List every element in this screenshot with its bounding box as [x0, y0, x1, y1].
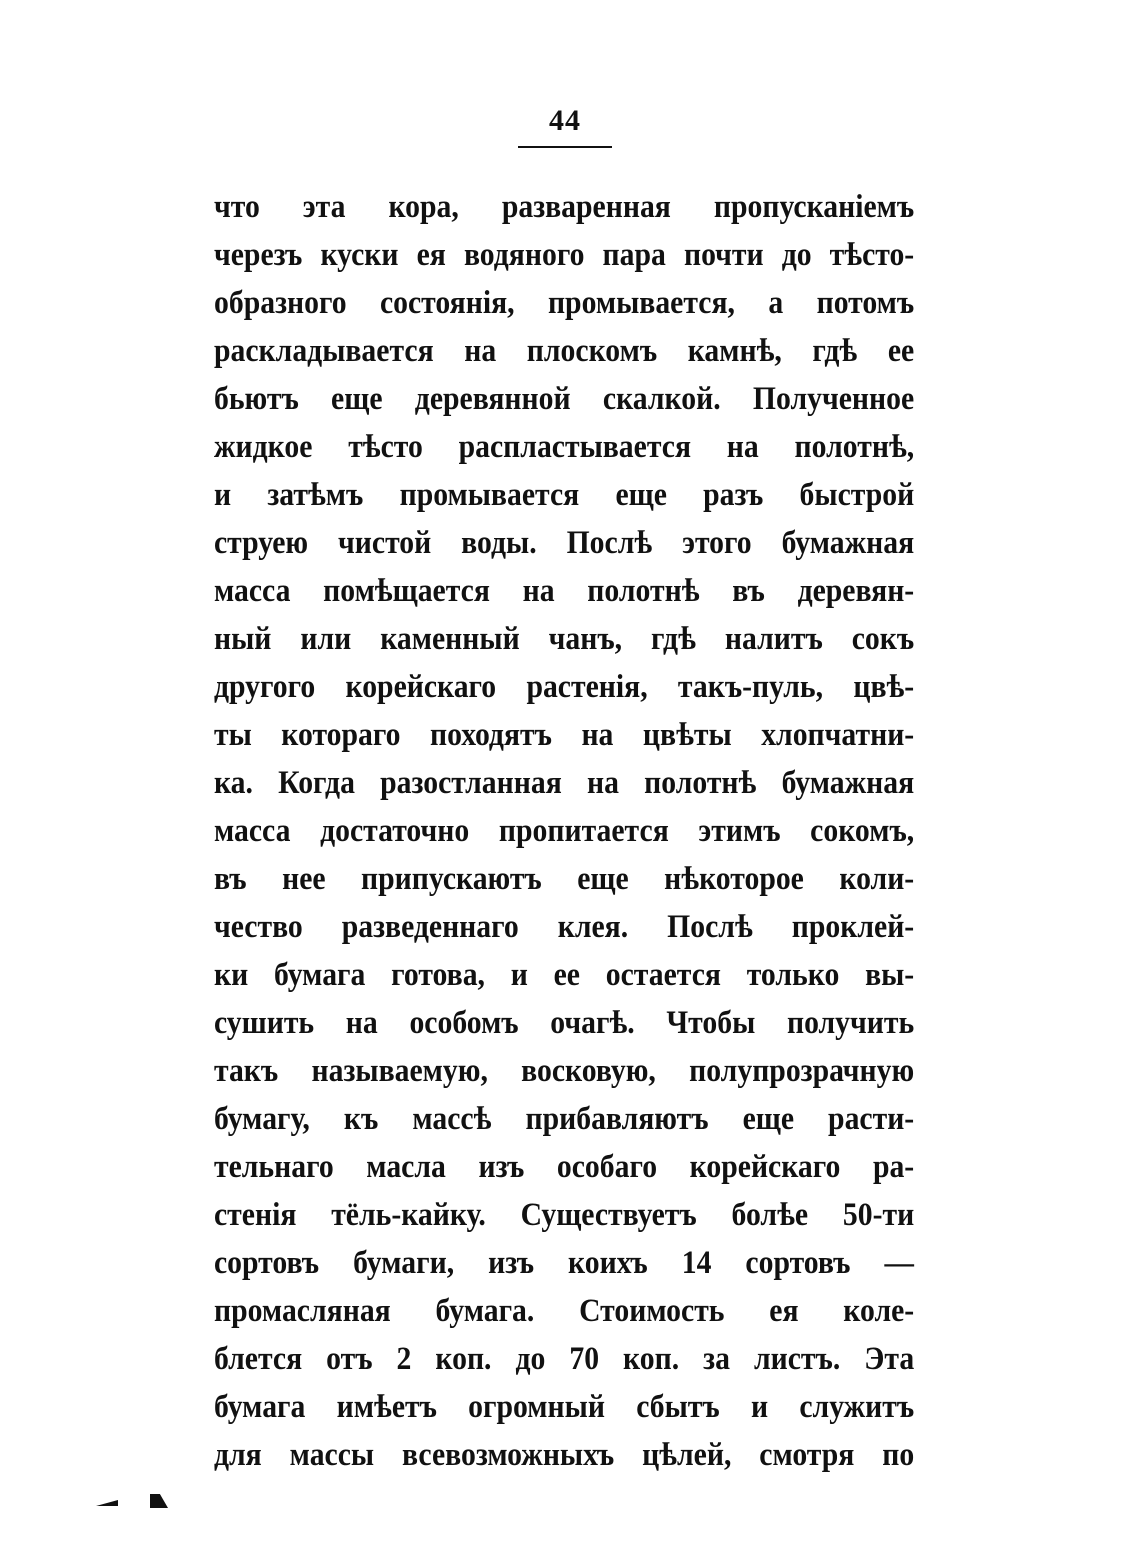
text-line: тельнаго масла изъ особаго корейскаго ра- [214, 1149, 915, 1185]
ink-smudge-mark [96, 1500, 118, 1506]
page-number: 44 [549, 104, 581, 137]
text-line: для массы всевозможныхъ цѣлей, смотря по [214, 1437, 915, 1473]
text-line: масса помѣщается на полотнѣ въ деревян- [214, 573, 915, 609]
ink-smudge-mark [150, 1494, 168, 1508]
text-line: ты котораго походятъ на цвѣты хлопчатни- [214, 717, 915, 753]
text-line: другого корейскаго растенія, такъ-пуль, цвѣ- [214, 669, 915, 705]
text-line: промасляная бумага. Стоимость ея коле- [214, 1293, 915, 1329]
text-line: что эта кора, разваренная пропусканіемъ [214, 189, 915, 225]
text-line: чество разведеннаго клея. Послѣ проклей- [214, 909, 915, 945]
text-line: образного состоянія, промывается, а потомъ [214, 285, 915, 321]
text-line: сушить на особомъ очагѣ. Чтобы получить [214, 1005, 915, 1041]
text-line: ный или каменный чанъ, гдѣ налитъ сокъ [214, 621, 915, 657]
text-line: стенія тёль-кайку. Существуетъ болѣе 50-ти [214, 1197, 915, 1233]
text-line: бумага имѣетъ огромный сбытъ и служитъ [214, 1389, 915, 1425]
body-text [214, 183, 914, 1479]
text-line: такъ называемую, восковую, полупрозрачную [214, 1053, 915, 1089]
text-line: блется отъ 2 коп. до 70 коп. за листъ. Эта [214, 1341, 915, 1377]
text-line: масса достаточно пропитается этимъ сокомъ, [214, 813, 915, 849]
text-line: въ нее припускаютъ еще нѣкоторое коли- [214, 861, 915, 897]
text-line: бумагу, къ массѣ прибавляютъ еще расти- [214, 1101, 915, 1137]
text-line: и затѣмъ промывается еще разъ быстрой [214, 477, 915, 513]
text-line: раскладывается на плоскомъ камнѣ, гдѣ ее [214, 333, 915, 369]
text-line: ки бумага готова, и ее остается только вы- [214, 957, 915, 993]
text-line: ка. Когда разостланная на полотнѣ бумажная [214, 765, 915, 801]
text-line: жидкое тѣсто распластывается на полотнѣ, [214, 429, 915, 465]
page-number-rule [518, 146, 612, 148]
text-line: сортовъ бумаги, изъ коихъ 14 сортовъ — [214, 1245, 915, 1281]
text-line: черезъ куски ея водяного пара почти до тѣсто- [214, 237, 915, 273]
text-line: струею чистой воды. Послѣ этого бумажная [214, 525, 915, 561]
text-line: бьютъ еще деревянной скалкой. Полученное [214, 381, 915, 417]
